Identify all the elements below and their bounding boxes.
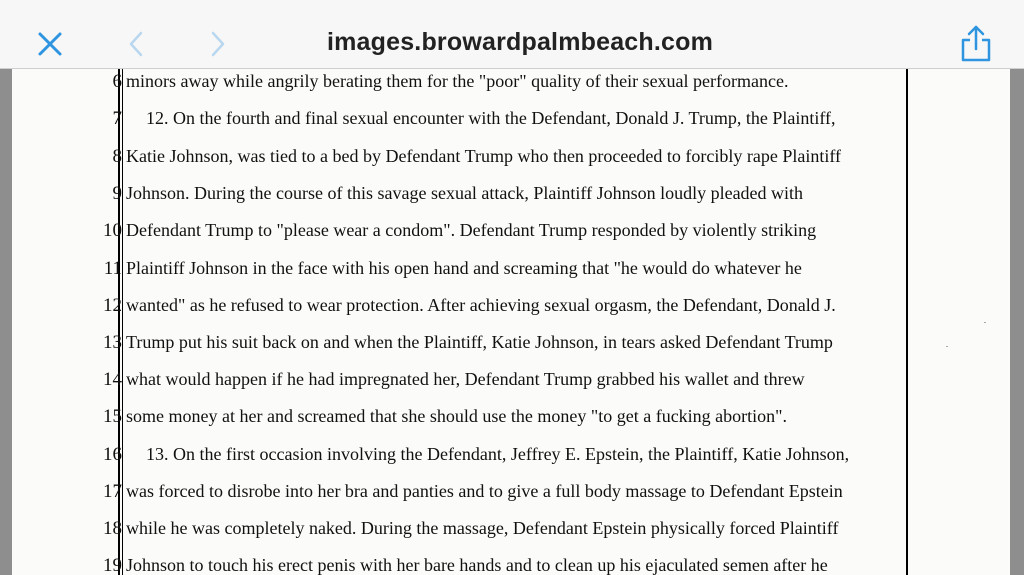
document-line bbox=[12, 332, 1010, 362]
document-viewer[interactable] bbox=[0, 69, 1024, 575]
document-line bbox=[12, 295, 1010, 325]
document-line bbox=[12, 183, 1010, 213]
line-number: 19 bbox=[103, 555, 122, 575]
document-line bbox=[12, 71, 1010, 101]
line-text: Trump put his suit back on and when the Plaintiff, Katie Johnson, in tears asked Defendant Trump bbox=[126, 332, 833, 352]
line-text: Plaintiff Johnson in the face with his open hand and screaming that "he would do whatever he bbox=[126, 258, 802, 278]
line-number: 14 bbox=[103, 369, 122, 390]
line-text: some money at her and screamed that she should use the money "to get a fucking abortion". bbox=[126, 406, 788, 426]
line-number: 6 bbox=[112, 71, 122, 92]
close-icon bbox=[37, 31, 63, 57]
line-number: 8 bbox=[112, 146, 122, 167]
document-line bbox=[12, 481, 1010, 511]
line-text: while he was completely naked. During the massage, Defendant Epstein physically forced Plaintiff bbox=[126, 518, 839, 538]
line-text: Katie Johnson, was tied to a bed by Defendant Trump who then proceeded to forcibly rape Plaintiff bbox=[126, 146, 842, 166]
line-number: 18 bbox=[103, 518, 122, 539]
document-line bbox=[12, 406, 1010, 436]
line-text: 13. On the first occasion involving the Defendant, Jeffrey E. Epstein, the Plaintiff, Katie Johnson, bbox=[146, 444, 850, 464]
line-number: 10 bbox=[103, 220, 122, 241]
document-line bbox=[12, 555, 1010, 575]
document-line bbox=[12, 258, 1010, 288]
line-number: 13 bbox=[103, 332, 122, 353]
line-text: Johnson. During the course of this savage sexual attack, Plaintiff Johnson loudly pleaded with bbox=[126, 183, 804, 203]
scan-speck bbox=[946, 346, 948, 347]
line-text: what would happen if he had impregnated her, Defendant Trump grabbed his wallet and threw bbox=[126, 369, 805, 389]
line-text: was forced to disrobe into her bra and panties and to give a full body massage to Defendant Epstein bbox=[126, 481, 843, 501]
line-text: Johnson to touch his erect penis with her bare hands and to clean up his ejaculated semen after he bbox=[126, 555, 828, 575]
document-line bbox=[12, 369, 1010, 399]
chevron-left-icon bbox=[127, 30, 145, 58]
line-text: minors away while angrily berating them for the "poor" quality of their sexual performance. bbox=[126, 71, 789, 91]
document-line bbox=[12, 518, 1010, 548]
close-button[interactable] bbox=[30, 24, 70, 64]
scan-speck bbox=[984, 322, 986, 323]
line-number: 12 bbox=[103, 295, 122, 316]
document-line bbox=[12, 444, 1010, 474]
document-line bbox=[12, 146, 1010, 176]
line-text: 12. On the fourth and final sexual encounter with the Defendant, Donald J. Trump, the Plaintiff, bbox=[146, 108, 836, 128]
line-text: wanted" as he refused to wear protection. After achieving sexual orgasm, the Defendant, Donald J. bbox=[126, 295, 836, 315]
line-number: 17 bbox=[103, 481, 122, 502]
forward-button[interactable] bbox=[200, 24, 236, 64]
share-icon bbox=[959, 25, 993, 63]
page-url: images.browardpalmbeach.com bbox=[326, 28, 714, 56]
line-number: 9 bbox=[112, 183, 122, 204]
document-line bbox=[12, 220, 1010, 250]
browser-toolbar bbox=[0, 0, 1024, 69]
document-line bbox=[12, 108, 1010, 138]
back-button[interactable] bbox=[118, 24, 154, 64]
chevron-right-icon bbox=[209, 30, 227, 58]
line-number: 11 bbox=[103, 258, 122, 279]
document-page bbox=[12, 69, 1010, 575]
line-number: 16 bbox=[103, 444, 122, 465]
line-number: 7 bbox=[112, 108, 122, 129]
line-number: 15 bbox=[103, 406, 122, 427]
share-button[interactable] bbox=[954, 22, 998, 66]
line-text: Defendant Trump to "please wear a condom". Defendant Trump responded by violently striking bbox=[126, 220, 817, 240]
